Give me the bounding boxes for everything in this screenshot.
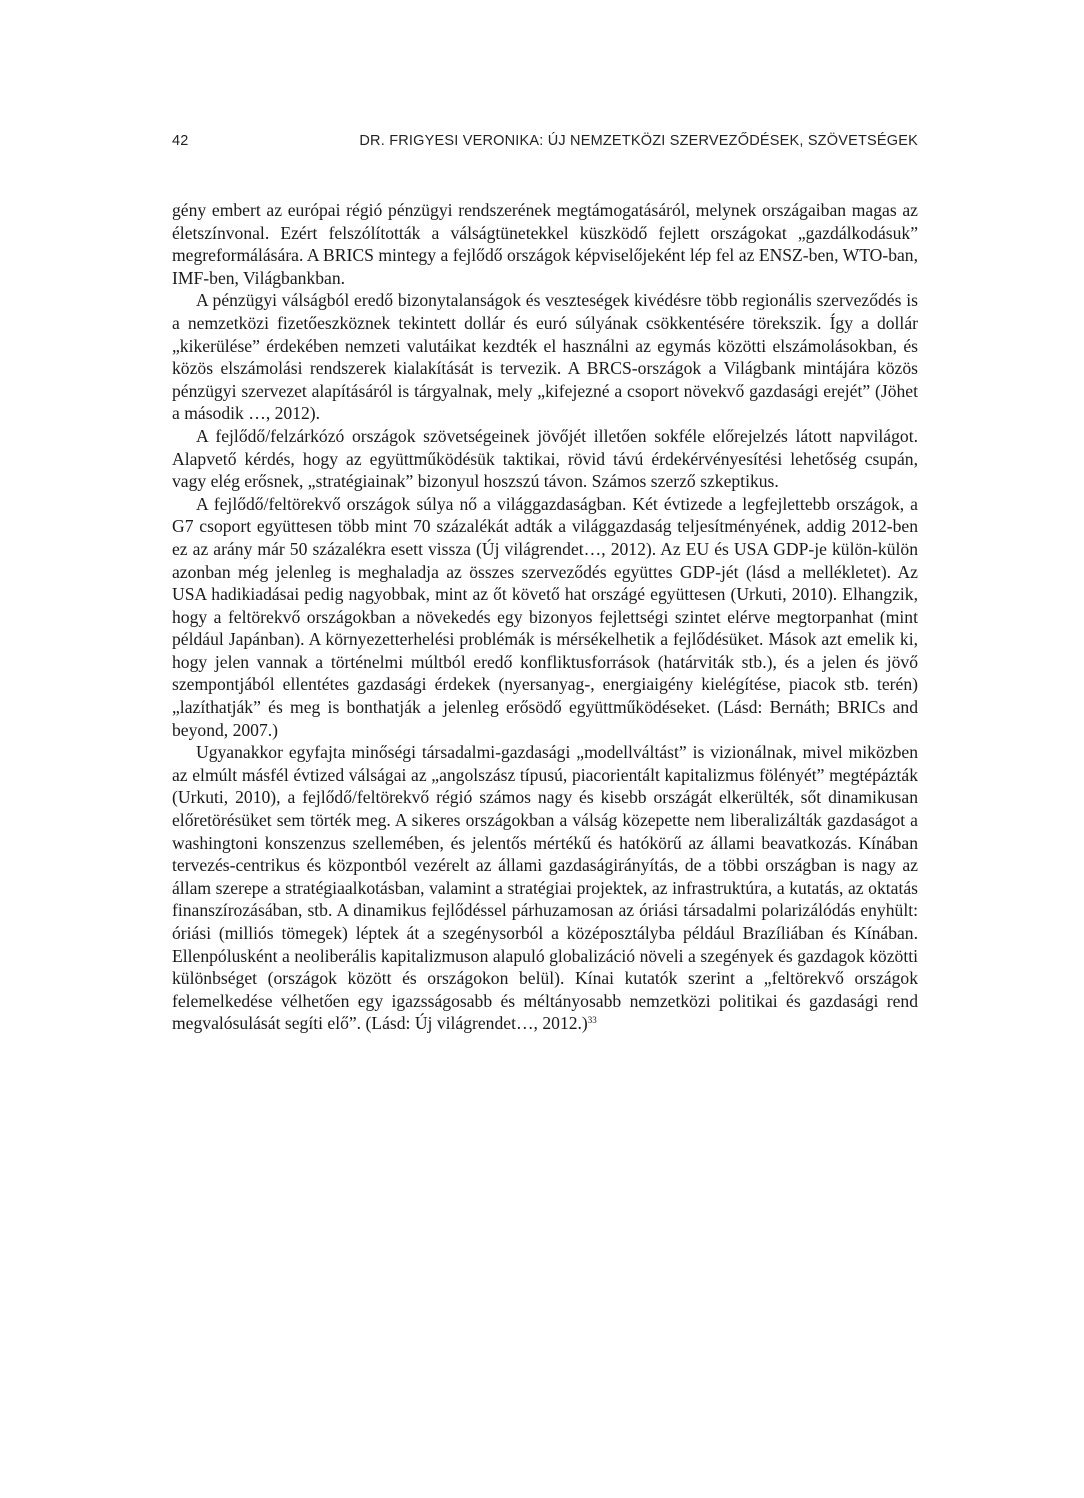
paragraph-3: A fejlődő/felzárkózó országok szövetségeinek jövőjét illetően sokféle előrejelzés látott napvilágot. Alapvető kérdés, hogy az együttműködésük taktikai, rövid távú érdekérvényesítési lehetőség csupán, vagy elég erősnek, „stratégiainak” bizonyul hoszszú távon. Számos szerző szkeptikus. xyxy=(172,425,918,492)
page-number: 42 xyxy=(172,133,189,149)
running-header xyxy=(172,133,918,155)
paragraph-4: A fejlődő/feltörekvő országok súlya nő a világgazdaságban. Két évtizede a legfejlettebb országok, a G7 csoport együttesen több mint 70 százalékát adták a világgazdaság teljesítményének, addig 2012-ben ez az arány már 50 százalékra esett vissza (Új világrendet…, 2012). Az EU és USA GDP-je külön-külön azonban még jelenleg is meghaladja az összes szerveződés együttes GDP-jét (lásd a mellékletet). Az USA hadikiadásai pedig nagyobbak, mint az őt követő hat országé együttesen (Urkuti, 2010). Elhangzik, hogy a feltörekvő országokban a növekedés egy bizonyos fejlettségi szintet elérve megtorpanhat (mint például Japánban). A környezetterhelési problémák is mérsékelhetik a fejlődésüket. Mások azt emelik ki, hogy jelen vannak a történelmi múltból eredő konfliktusforrások (határviták stb.), és a jelen és jövő szempontjából ellentétes gazdasági érdekek (nyersanyag-, energiaigény kielégítése, piacok stb. terén) „lazíthatják” és meg is bonthatják a jelenleg erősödő együttműködéseket. (Lásd: Bernáth; BRICs and beyond, 2007.) xyxy=(172,493,918,740)
paragraph-2: A pénzügyi válságból eredő bizonytalanságok és veszteségek kivédésre több regionális szerveződés is a nemzetközi fizetőeszköznek tekintett dollár és euró súlyának csökkentésére törekszik. Így a dollár „kikerülése” érdekében nemzeti valutáikat kezdték el használni az egymás közötti elszámolásokban, és közös elszámolási rendszerek kialakítását is tervezik. A BRCS-országok a Világbank mintájára közös pénzügyi szervezet alapításáról is tárgyalnak, mely „kifejezné a csoport növekvő gazdasági erejét” (Jöhet a második …, 2012). xyxy=(172,290,918,424)
running-title: DR. FRIGYESI VERONIKA: ÚJ NEMZETKÖZI SZERVEZŐDÉSEK, SZÖVETSÉGEK xyxy=(359,133,918,149)
body-text xyxy=(172,199,918,1035)
paragraph-5-text: Ugyanakkor egyfajta minőségi társadalmi-gazdasági „modellváltást” is vizionálnak, mivel miközben az elmúlt másfél évtized válságai az „angolszász típusú, piacorientált kapitalizmus fölényét” megtépázták (Urkuti, 2010), a fejlődő/feltörekvő régió számos nagy és kisebb országát elkerülték, sőt dinamikusan előretörésüket sem törték meg. A sikeres országokban a válság közepette nem liberalizálták gazdaságot a washingtoni konszenzus szellemében, és jelentős mértékű és hatókörű az állami beavatkozás. Kínában tervezés-centrikus és központból vezérelt az állami gazdaságirányítás, de a többi országban is nagy az állam szerepe a stratégiaalkotásban, valamint a stratégiai projektek, az infrastruktúra, a kutatás, az oktatás finanszírozásában, stb. A dinamikus fejlődéssel párhuzamosan az óriási társadalmi polarizálódás enyhült: óriási (milliós tömegek) léptek át a szegénysorból a középosztályba például Brazíliában és Kínában. Ellenpólusként a neoliberális kapitalizmuson alapuló globalizáció növeli a szegények és gazdagok közötti különbséget (országok között és országokon belül). Kínai kutatók szerint a „feltörekvő országok felemelkedése vélhetően egy igazsságosabb és méltányosabb nemzetközi politikai és gazdasági rend megvalósulását segíti elő”. (Lásd: Új világrendet…, 2012.) xyxy=(172,742,918,1034)
paragraph-5 xyxy=(172,741,918,1035)
paragraph-1: gény embert az európai régió pénzügyi rendszerének megtámogatásáról, melynek országaiban magas az életszínvonal. Ezért felszólították a válságtünetekkel küszködő fejlett országokat „gazdálkodásuk” megreformálására. A BRICS mintegy a fejlődő országok képviselőjeként lép fel az ENSZ-ben, WTO-ban, IMF-ben, Világbankban. xyxy=(172,200,918,288)
footnote-marker[interactable]: 33 xyxy=(587,1015,597,1026)
